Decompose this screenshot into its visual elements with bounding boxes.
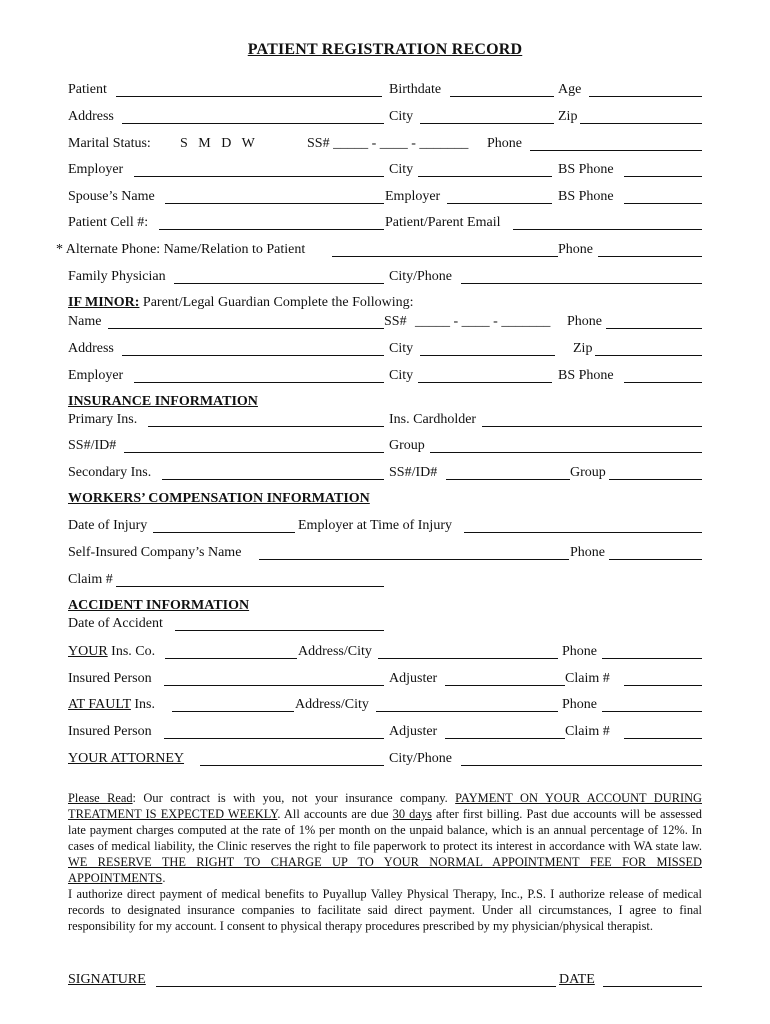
alternate-name-field[interactable] — [332, 256, 558, 257]
patient-email-label: Patient/Parent Email — [385, 215, 501, 230]
ins-cardholder-label: Ins. Cardholder — [389, 412, 477, 427]
workers-comp-header: WORKERS’ COMPENSATION INFORMATION — [68, 491, 370, 506]
zip-field[interactable] — [580, 123, 702, 124]
row-accident-date — [68, 614, 702, 634]
payment-notice — [68, 790, 702, 934]
address-label: Address — [68, 109, 114, 124]
ssid-field[interactable] — [124, 452, 384, 453]
employer-at-injury-field[interactable] — [464, 532, 702, 533]
row-minor-name — [68, 312, 702, 332]
address-field[interactable] — [122, 123, 384, 124]
signature-field[interactable] — [156, 986, 556, 987]
guardian-employer-label: Employer — [68, 368, 124, 383]
phone-label: Phone — [487, 136, 522, 151]
notice-text-c: after first billing. Past due accounts will be assessed late payment charges computed at the rate of 1% per month on the unpaid balance, which is an annual percentage of 12%. In cases of medical liability, the Clinic reserves the right to file paperwork to protect its interest in accordance with WA state law. — [68, 807, 702, 853]
self-insured-label: Self-Insured Company’s Name — [68, 545, 242, 560]
alternate-phone-label: * Alternate Phone: Name/Relation to Patient — [56, 242, 306, 257]
row-ssid — [68, 436, 702, 456]
form-title: PATIENT REGISTRATION RECORD — [247, 41, 523, 58]
row-at-fault — [68, 695, 702, 715]
row-address — [68, 107, 702, 127]
age-field[interactable] — [589, 96, 702, 97]
group-label: Group — [389, 438, 425, 453]
spouse-employer-label: Employer — [385, 189, 441, 204]
zip-label: Zip — [558, 109, 578, 124]
notice-text-b: . All accounts are due — [277, 807, 393, 821]
date-label: DATE — [559, 972, 595, 987]
guardian-ss-label: SS# — [384, 314, 407, 329]
ins-word: Ins. — [130, 697, 156, 712]
notice-paragraph-2: I authorize direct payment of medical benefits to Puyallup Valley Physical Therapy, Inc., P.S. I authorize release of medical records to designated insurance companies to facilitate said direct payment. Under all circumstances, I agree to final responsibility for my account. I consent to physical therapy procedures prescribed by my physician/physical therapist. — [68, 887, 702, 933]
row-marital — [68, 134, 702, 154]
guardian-ss-field[interactable]: _____ - ____ - _______ — [415, 314, 551, 329]
claim-label: Claim # — [68, 572, 113, 587]
claim-no-label: Claim # — [565, 671, 610, 686]
guardian-zip-field[interactable] — [595, 355, 702, 356]
your-attorney-label: YOUR ATTORNEY — [68, 751, 185, 766]
attorney-city-phone-label: City/Phone — [389, 751, 453, 766]
ss-label[interactable]: SS# _____ - ____ - _______ — [307, 136, 469, 151]
row-insured-person-2 — [68, 722, 702, 742]
notice-text-d: . — [162, 871, 166, 885]
primary-ins-label: Primary Ins. — [68, 412, 138, 427]
date-of-accident-field[interactable] — [175, 630, 384, 631]
row-alternate — [56, 240, 702, 260]
guardian-employer-field[interactable] — [134, 382, 384, 383]
primary-ins-field[interactable] — [148, 426, 384, 427]
your-ins-co-label — [68, 642, 155, 662]
guardian-zip-label: Zip — [573, 341, 593, 356]
claim-field[interactable] — [116, 586, 384, 587]
row-minor-address — [68, 339, 702, 359]
secondary-group-label: Group — [570, 465, 606, 480]
guardian-address-field[interactable] — [122, 355, 384, 356]
employer-label: Employer — [68, 162, 124, 177]
birthdate-field[interactable] — [450, 96, 554, 97]
patient-email-field[interactable] — [513, 229, 702, 230]
notice-text-a: : Our contract is with you, not your insurance company. — [132, 791, 456, 805]
family-physician-field[interactable] — [174, 283, 384, 284]
marital-status-label: Marital Status: — [68, 136, 151, 151]
your-ins-phone-field[interactable] — [602, 658, 702, 659]
row-injury — [68, 516, 702, 536]
secondary-ssid-field[interactable] — [446, 479, 570, 480]
adjuster-label: Adjuster — [389, 671, 438, 686]
row-self-insured — [68, 543, 702, 563]
patient-cell-label: Patient Cell #: — [68, 215, 149, 230]
thirty-days-text: 30 days — [392, 807, 432, 821]
ssid-label: SS#/ID# — [68, 438, 117, 453]
at-fault-claim-label: Claim # — [565, 724, 610, 739]
claim-no-field[interactable] — [624, 685, 702, 686]
employer-city-label: City — [389, 162, 414, 177]
row-spouse — [68, 187, 702, 207]
date-of-injury-field[interactable] — [153, 532, 295, 533]
physician-city-phone-field[interactable] — [461, 283, 702, 284]
date-of-injury-label: Date of Injury — [68, 518, 148, 533]
your-ins-co-field[interactable] — [165, 658, 297, 659]
at-fault-phone-label: Phone — [562, 697, 597, 712]
insurance-header: INSURANCE INFORMATION — [68, 394, 258, 409]
row-minor-employer — [68, 366, 702, 386]
at-fault-phone-field[interactable] — [602, 711, 702, 712]
row-employer — [68, 160, 702, 180]
date-field[interactable] — [603, 986, 702, 987]
at-fault-insured-person-field[interactable] — [164, 738, 384, 739]
spouse-name-label: Spouse’s Name — [68, 189, 155, 204]
patient-field[interactable] — [116, 96, 382, 97]
guardian-phone-label: Phone — [567, 314, 602, 329]
at-fault-insured-person-label: Insured Person — [68, 724, 152, 739]
row-attorney — [68, 749, 702, 769]
missed-appointment-text: WE RESERVE THE RIGHT TO CHARGE UP TO YOUR NORMAL APPOINTMENT FEE FOR MISSED APPOINTMENTS — [68, 855, 702, 885]
marital-options[interactable]: S M D W — [180, 136, 255, 151]
guardian-employer-city-field[interactable] — [418, 382, 552, 383]
at-fault-ins-field[interactable] — [172, 711, 294, 712]
your-attorney-field[interactable] — [200, 765, 384, 766]
family-physician-label: Family Physician — [68, 269, 166, 284]
secondary-ssid-label: SS#/ID# — [389, 465, 438, 480]
guardian-bs-phone-label: BS Phone — [558, 368, 614, 383]
spouse-bs-phone-label: BS Phone — [558, 189, 614, 204]
guardian-employer-city-label: City — [389, 368, 414, 383]
guardian-city-label: City — [389, 341, 414, 356]
secondary-group-field[interactable] — [609, 479, 702, 480]
city-label: City — [389, 109, 414, 124]
age-label: Age — [558, 82, 582, 97]
insured-person-label: Insured Person — [68, 671, 152, 686]
please-read-label: Please Read — [68, 791, 133, 805]
spouse-employer-field[interactable] — [447, 203, 552, 204]
physician-city-phone-label: City/Phone — [389, 269, 453, 284]
row-primary-ins — [68, 410, 702, 430]
guardian-city-field[interactable] — [420, 355, 555, 356]
row-your-ins — [68, 642, 702, 662]
minor-instruction: Parent/Legal Guardian Complete the Following: — [139, 295, 414, 310]
employer-city-field[interactable] — [418, 176, 552, 177]
payment-expected-text: PAYMENT ON YOUR ACCOUNT DURING TREATMENT IS EXPECTED WEEKLY — [68, 791, 702, 821]
employer-at-injury-label: Employer at Time of Injury — [298, 518, 452, 533]
if-minor-label: IF MINOR: — [68, 295, 140, 310]
date-of-accident-label: Date of Accident — [68, 616, 163, 631]
row-patient — [68, 80, 702, 100]
attorney-city-phone-field[interactable] — [461, 765, 702, 766]
city-field[interactable] — [420, 123, 554, 124]
at-fault-ins-label — [68, 695, 155, 715]
secondary-ins-label: Secondary Ins. — [68, 465, 152, 480]
guardian-phone-field[interactable] — [606, 328, 702, 329]
insured-person-field[interactable] — [164, 685, 384, 686]
ins-cardholder-field[interactable] — [482, 426, 702, 427]
signature-label: SIGNATURE — [68, 972, 146, 987]
patient-label: Patient — [68, 82, 107, 97]
employer-field[interactable] — [134, 176, 384, 177]
alternate-phone-field[interactable] — [598, 256, 702, 257]
ins-co-word: Ins. Co. — [107, 644, 156, 659]
birthdate-label: Birthdate — [389, 82, 442, 97]
notice-paragraph-1 — [68, 790, 702, 886]
at-fault-claim-field[interactable] — [624, 738, 702, 739]
accident-header: ACCIDENT INFORMATION — [68, 598, 250, 613]
alternate-phone-phone-label: Phone — [558, 242, 593, 257]
guardian-name-label: Name — [68, 314, 102, 329]
row-cell — [68, 213, 702, 233]
at-fault-adjuster-field[interactable] — [445, 738, 565, 739]
row-claim — [68, 570, 702, 590]
bs-phone-label: BS Phone — [558, 162, 614, 177]
guardian-address-label: Address — [68, 341, 114, 356]
at-fault-address-field[interactable] — [376, 711, 558, 712]
your-ins-address-field[interactable] — [378, 658, 558, 659]
at-fault-word: AT FAULT — [68, 697, 131, 712]
adjuster-field[interactable] — [445, 685, 565, 686]
at-fault-adjuster-label: Adjuster — [389, 724, 438, 739]
minor-header — [68, 294, 414, 312]
self-insured-field[interactable] — [259, 559, 569, 560]
group-field[interactable] — [430, 452, 702, 453]
phone-field[interactable] — [530, 150, 702, 151]
your-word: YOUR — [68, 644, 108, 659]
guardian-name-field[interactable] — [108, 328, 384, 329]
secondary-ins-field[interactable] — [162, 479, 384, 480]
self-insured-phone-field[interactable] — [609, 559, 702, 560]
row-insured-person-1 — [68, 669, 702, 689]
patient-cell-field[interactable] — [159, 229, 384, 230]
bs-phone-field[interactable] — [624, 176, 702, 177]
spouse-bs-phone-field[interactable] — [624, 203, 702, 204]
self-insured-phone-label: Phone — [570, 545, 605, 560]
row-physician — [68, 267, 702, 287]
spouse-name-field[interactable] — [165, 203, 384, 204]
row-signature — [68, 970, 702, 990]
at-fault-address-label: Address/City — [295, 697, 369, 712]
your-ins-phone-label: Phone — [562, 644, 597, 659]
your-ins-address-label: Address/City — [298, 644, 372, 659]
guardian-bs-phone-field[interactable] — [624, 382, 702, 383]
row-secondary-ins — [68, 463, 702, 483]
